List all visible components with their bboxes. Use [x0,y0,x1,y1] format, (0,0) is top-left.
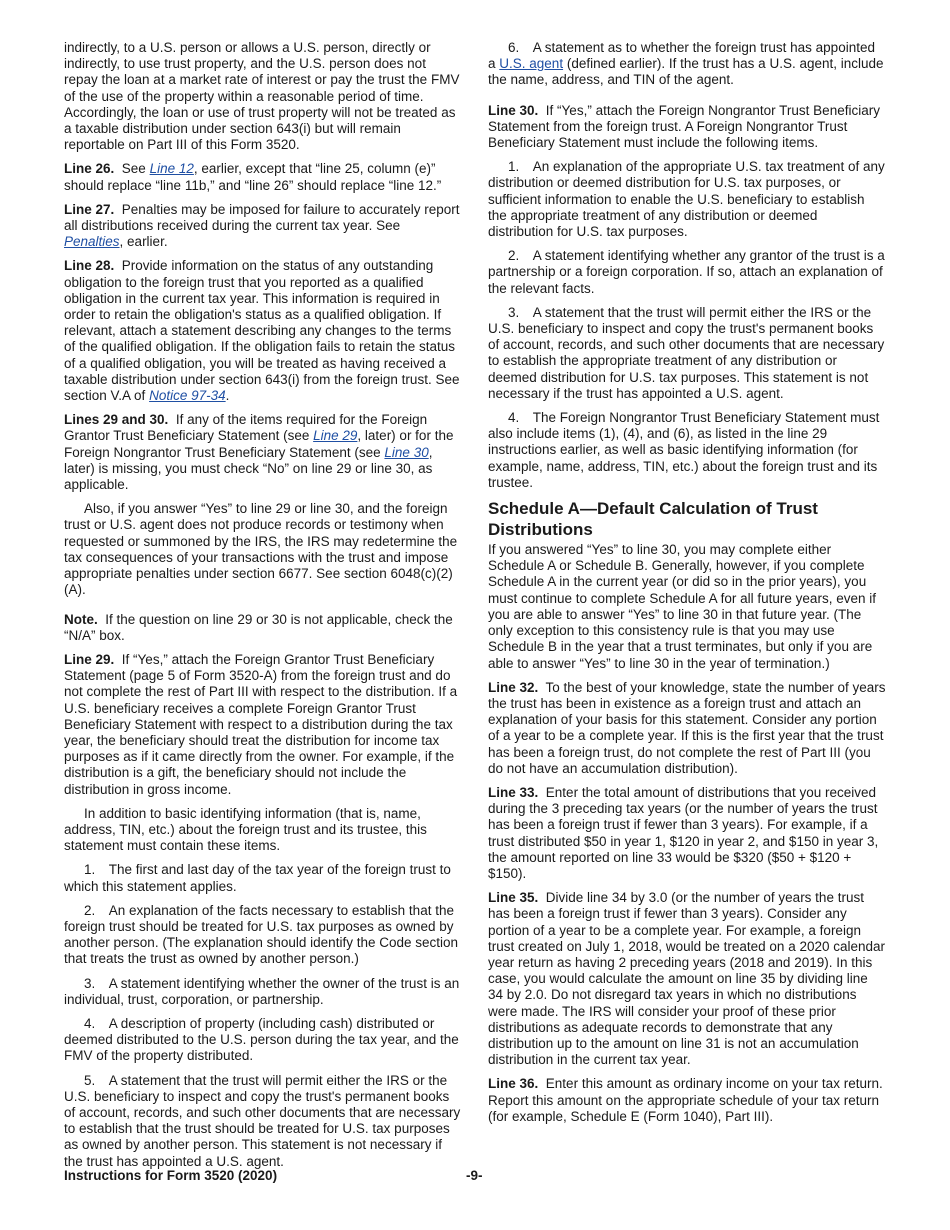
list-item: 5. A statement that the trust will permit either the IRS or the U.S. beneficiary to inspect and copy the trust's permanent books of account, records, and such other documents that are necessary to establish that the trust should be treated for U.S. tax purposes as owned by another person. This statement is not necessary if the trust has appointed a U.S. agent. [64,1072,461,1169]
line-35-heading: Line 35. [488,890,539,906]
paragraph-line-26 [64,161,462,193]
paragraph-schedule-a: If you answered “Yes” to line 30, you may complete either Schedule A or Schedule B. Generally, however, if you complete Schedule A in the current year (or did so in the prior years), you must continue to complete Schedule A for all future years, even if you are able to answer “Yes” to line 30 in that future year. (The only exception to this consistency rule is that you may use Schedule B in the year that a trust terminates, but only if you are able to answer “Yes” to line 30 in the year of termination.) [488,542,876,671]
list-item: 3. A statement that the trust will permit either the IRS or the U.S. beneficiary to inspect and copy the trust's permanent books of account, records, and such other documents that are necessary to establish the appropriate treatment of any distribution or deemed distribution for U.S. tax purposes. This statement is not necessary if the trust has appointed a U.S. agent. [488,304,885,401]
lines-29-30-heading: Lines 29 and 30. [64,412,169,428]
paragraph-addition: In addition to basic identifying information (that is, name, address, TIN, etc.) about the foreign trust and its trustee, this statement must contain these items. [64,805,427,854]
item-6-text: 6. A statement as to whether the foreign trust has appointed a [488,40,875,72]
item-6-text-end: (defined earlier). If the trust has a U.S. agent, include the name, address, and TIN of the agent. [488,56,884,88]
line-27-text: Penalties may be imposed for failure to accurately report all distributions received during the current tax year. See [64,201,460,234]
paragraph-line-27 [64,202,462,251]
lines-29-30-text-mid: , later) or for the Foreign Nongrantor Trust Beneficiary Statement (see [64,428,454,460]
line-28-text: Provide information on the status of any outstanding obligation to the foreign trust that you reported as a qualified obligation in the current tax year. This information is required in order to retain the obligation's status as a qualified obligation. If relevant, attach a statement describing any changes to the terms of the qualified obligation. If the obligation fails to retain the status of a qualified obligation, you will be treated as having received a taxable distribution under section 643(i) from the foreign trust. See section V.A of [64,258,460,404]
line-26-text: See [121,161,146,177]
line-12-link[interactable]: Line 12 [149,161,194,177]
line-27-text-end: , earlier. [119,234,168,250]
paragraph-lines-29-30 [64,412,462,493]
list-item: 1. The first and last day of the tax year of the foreign trust to which this statement applies. [64,862,451,894]
note-heading: Note. [64,611,98,627]
paragraph-line-33 [488,785,886,882]
line-29-heading: Line 29. [64,651,115,667]
paragraph-line-29 [64,652,462,798]
line-33-text: Enter the total amount of distributions that you received during the 3 preceding tax years (or the number of years the trust has been a foreign trust if fewer than 3 years). For example, if a trust distributed $50 in year 1, $120 in year 2, and $150 in year 3, the amount reported on line 33 would be $320 ($50 + $120 + $150). [488,784,879,881]
list-item: 3. A statement identifying whether the owner of the trust is an individual, trust, corporation, or partnership. [64,975,460,1007]
list-item: 1. An explanation of the appropriate U.S. tax treatment of any distribution or deemed distribution for U.S. tax purposes, or sufficient information to enable the U.S. beneficiary to establish the appropriate treatment of any distribution or deemed distribution for U.S. tax purposes. [488,159,885,240]
line-30-link[interactable]: Line 30 [384,444,429,460]
line-30-heading: Line 30. [488,102,539,118]
line-32-heading: Line 32. [488,679,539,695]
paragraph-line-35 [488,890,886,1068]
line-36-text: Enter this amount as ordinary income on your tax return. Report this amount on the appropriate schedule of your tax return (for example, Schedule E (Form 1040), Part III). [488,1076,883,1124]
line-28-heading: Line 28. [64,258,115,274]
list-item: 2. A statement identifying whether any grantor of the trust is a partnership or a foreign corporation. If so, attach an explanation of the relevant facts. [488,248,885,296]
penalties-link[interactable]: Penalties [64,234,120,250]
paragraph-note [64,612,462,644]
page-number: -9- [466,1168,483,1183]
line-35-text: Divide line 34 by 3.0 (or the number of years the trust has been a foreign trust if fewer than 3 years). Consider any portion of a year to be a complete year. For example, a foreign trust created on July 1, 2018, would be treated on a 2020 calendar year return as having 2 preceding years (2018 and 2019). In this case, you would calculate the amount on line 35 by dividing line 34 by 2.0. Do not disregard tax years in which no distributions were made. The IRS will consider your proof of these prior distributions as adequate records to demonstrate that any distribution up to the amount on line 31 is not an accumulation distribution in the current tax year. [488,890,886,1068]
line-29-text: If “Yes,” attach the Foreign Grantor Trust Beneficiary Statement (page 5 of Form 3520-A) from the foreign trust and do not complete the rest of Part III with respect to the distribution. If a U.S. beneficiary receives a complete Foreign Grantor Trust Beneficiary Statement with respect to a distribution during the tax year, the beneficiary should treat the distribution for income tax purposes as if it came directly from the owner. For example, if the distribution is a gift, the beneficiary should not include the distribution in gross income. [64,651,458,797]
right-column [488,40,886,1133]
paragraph-also: Also, if you answer “Yes” to line 29 or line 30, and the foreign trust or U.S. agent does not produce records or testimony when requested or summoned by the IRS, the IRS may redetermine the tax consequences of your transactions with the trust and impose appropriate penalties under section 6677. See section 6048(c)(2)(A). [64,501,458,598]
lines-29-30-text: If any of the items required for the Foreign Grantor Trust Beneficiary Statement (see [64,412,428,444]
paragraph-line-36 [488,1076,886,1125]
line-26-heading: Line 26. [64,161,115,177]
list-item: 4. A description of property (including cash) distributed or deemed distributed to the U.S. person during the tax year, and the FMV of the property distributed. [64,1015,459,1064]
line-32-text: To the best of your knowledge, state the number of years the trust has been in existence as a foreign trust and attach an explanation of your basis for this statement. Consider any portion of a year to be a complete year. If this is the first year that the trust has been a foreign trust, do not complete the rest of Part III (you do not have an accumulation distribution). [488,679,886,776]
line-29-link[interactable]: Line 29 [313,428,358,444]
page-footer [64,1168,886,1183]
line-28-text-end: . [225,388,230,404]
note-text: If the question on line 29 or 30 is not applicable, check the “N/A” box. [64,611,453,643]
line-33-heading: Line 33. [488,784,539,800]
lines-29-30-text-end: , later) is missing, you must check “No” on line 29 or line 30, as applicable. [64,444,433,493]
left-column [64,40,462,1178]
line-26-text-end: , earlier, except that “line 25, column (e)” should replace “line 11b,” and “line 26” should replace “line 12.” [64,161,442,193]
line-27-heading: Line 27. [64,201,115,217]
schedule-a-heading: Schedule A—Default Calculation of Trust Distributions [488,499,818,539]
paragraph-line-32 [488,680,886,777]
line-36-heading: Line 36. [488,1076,539,1092]
line-30-text: If “Yes,” attach the Foreign Nongrantor Trust Beneficiary Statement from the foreign trust. A Foreign Nongrantor Trust Beneficiary Statement must include the following items. [488,102,880,151]
us-agent-link[interactable]: U.S. agent [499,56,564,72]
list-item: 2. An explanation of the facts necessary to establish that the foreign trust should be treated for U.S. tax purposes as owned by another person. (The explanation should identify the Code section that treats the trust as owned by another person.) [64,902,459,967]
paragraph-loan-continuation: indirectly, to a U.S. person or allows a U.S. person, directly or indirectly, to use trust property, and the U.S. person does not repay the loan at a market rate of interest or pay the trust the FMV of the use of the property within a reasonable period of time. Accordingly, the loan or use of trust property will not be treated as a taxable distribution under section 643(i) but will remain reportable on Part III of this Form 3520. [64,40,460,153]
paragraph-line-30 [488,103,886,152]
notice-97-34-link[interactable]: Notice 97-34 [149,388,226,404]
footer-title: Instructions for Form 3520 (2020) [64,1168,278,1183]
list-item: 4. The Foreign Nongrantor Trust Beneficiary Statement must also include items (1), (4), and (6), as listed in the line 29 instructions earlier, as well as basic identifying information (for example, name, address, TIN, etc.) about the foreign trust and its trustee. [488,410,880,490]
list-item-6 [488,40,886,89]
paragraph-line-28 [64,258,462,404]
